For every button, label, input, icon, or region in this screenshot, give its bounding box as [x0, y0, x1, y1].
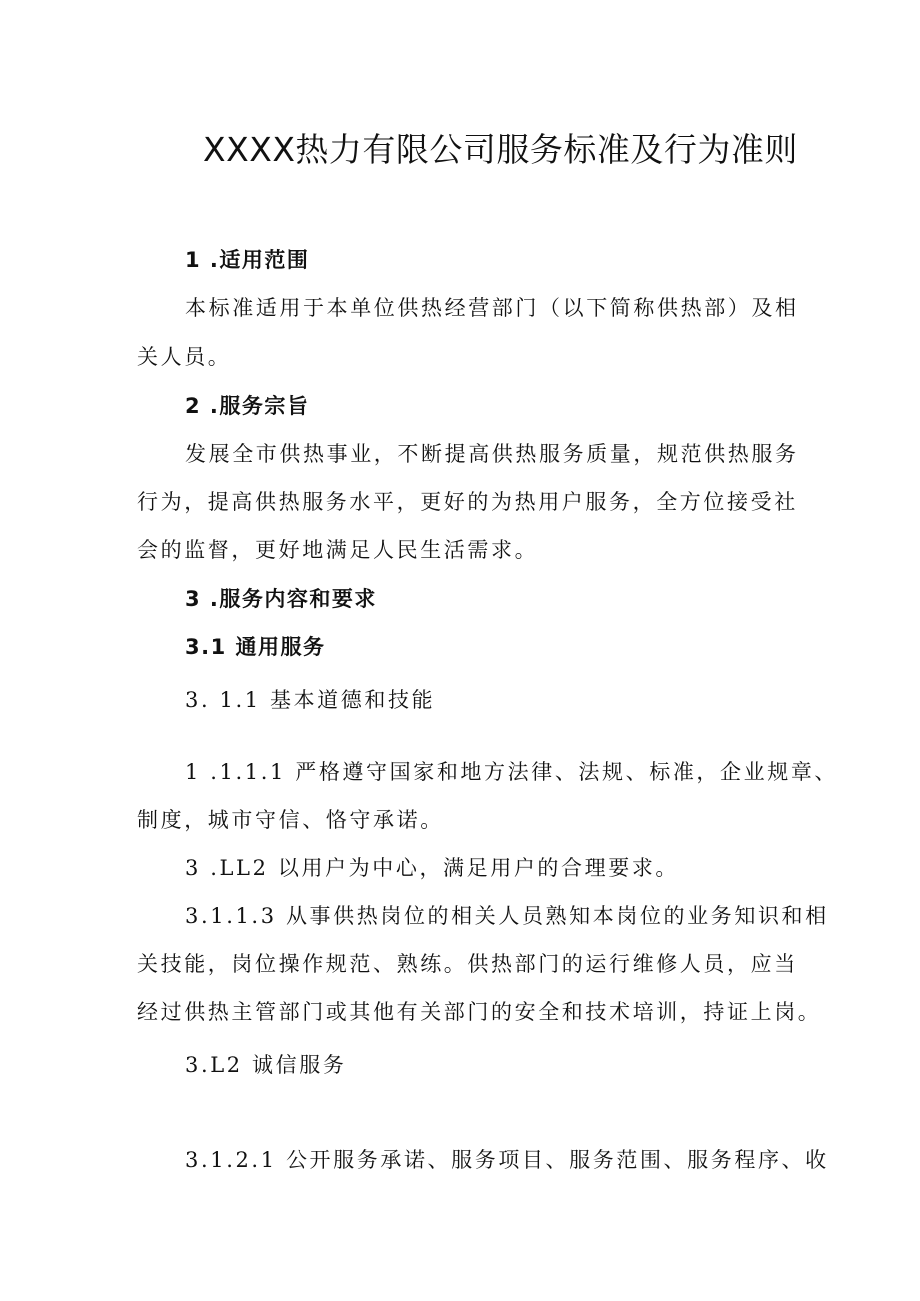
paragraph-line: 关人员。 [137, 345, 232, 369]
heading-content: 3 .服务内容和要求 [185, 587, 377, 611]
document-title: XXXX热力有限公司服务标准及行为准则 [203, 130, 798, 169]
heading-scope: 1 .适用范围 [185, 248, 310, 272]
paragraph-line: 会的监督，更好地满足人民生活需求。 [137, 538, 539, 562]
paragraph-line: 发展全市供热事业，不断提高供热服务质量，规范供热服务 [185, 442, 799, 466]
subheading-honest-service: 3.L2 诚信服务 [185, 1053, 347, 1077]
paragraph-line: 经过供热主管部门或其他有关部门的安全和技术培训，持证上岗。 [137, 1000, 822, 1024]
subheading-basic-ethics: 3. 1.1 基本道德和技能 [185, 688, 436, 712]
paragraph-line: 本标准适用于本单位供热经营部门（以下简称供热部）及相 [185, 296, 799, 320]
paragraph-line: 3.1.1.3 从事供热岗位的相关人员熟知本岗位的业务知识和相 [185, 904, 829, 928]
paragraph-line: 1 .1.1.1 严格遵守国家和地方法律、法规、标准，企业规章、 [185, 760, 839, 784]
paragraph-line: 3 .LL2 以用户为中心，满足用户的合理要求。 [185, 856, 680, 880]
heading-purpose: 2 .服务宗旨 [185, 394, 310, 418]
paragraph-line: 关技能，岗位操作规范、熟练。供热部门的运行维修人员，应当 [137, 952, 798, 976]
paragraph-line: 3.1.2.1 公开服务承诺、服务项目、服务范围、服务程序、收 [185, 1148, 829, 1172]
heading-general-service: 3.1 通用服务 [185, 635, 326, 659]
paragraph-line: 行为，提高供热服务水平，更好的为热用户服务，全方位接受社 [137, 490, 798, 514]
paragraph-line: 制度，城市守信、恪守承诺。 [137, 808, 444, 832]
